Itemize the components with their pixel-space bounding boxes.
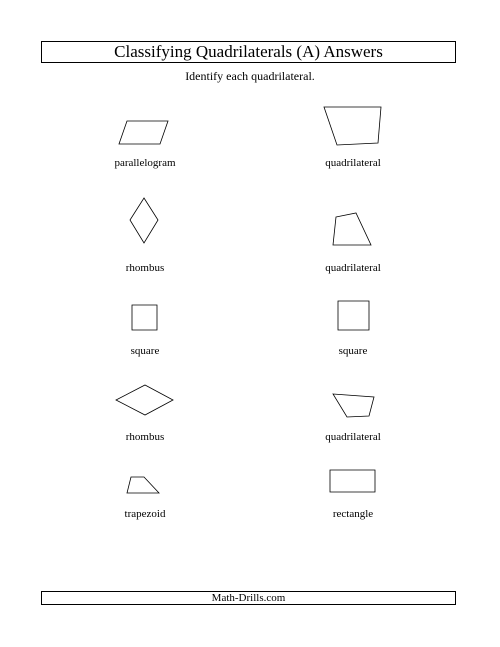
answer-label-7: rhombus bbox=[125, 431, 165, 443]
shape-3-rhombus bbox=[127, 196, 161, 246]
shape-1-parallelogram bbox=[118, 118, 170, 148]
shape-6-square bbox=[336, 299, 372, 333]
answer-label-3: rhombus bbox=[125, 262, 165, 274]
shape-7-rhombus bbox=[114, 383, 176, 417]
worksheet-title: Classifying Quadrilaterals (A) Answers bbox=[41, 41, 456, 63]
answer-label-10: rectangle bbox=[332, 508, 374, 520]
answer-label-4: quadrilateral bbox=[325, 262, 381, 274]
shape-8-quadrilateral bbox=[331, 392, 377, 420]
worksheet-instruction: Identify each quadrilateral. bbox=[185, 69, 315, 83]
answer-label-9: trapezoid bbox=[124, 508, 166, 520]
shape-2-quadrilateral bbox=[322, 105, 384, 147]
answer-label-8: quadrilateral bbox=[325, 431, 381, 443]
answer-label-2: quadrilateral bbox=[325, 157, 381, 169]
shape-5-square bbox=[130, 303, 160, 333]
shape-4-quadrilateral bbox=[331, 211, 375, 249]
footer-site-name: Math-Drills.com bbox=[41, 591, 456, 605]
answer-label-5: square bbox=[130, 345, 160, 357]
answer-label-6: square bbox=[338, 345, 368, 357]
answer-label-1: parallelogram bbox=[114, 157, 176, 169]
shape-9-trapezoid bbox=[125, 474, 163, 496]
shape-10-rectangle bbox=[328, 468, 378, 495]
